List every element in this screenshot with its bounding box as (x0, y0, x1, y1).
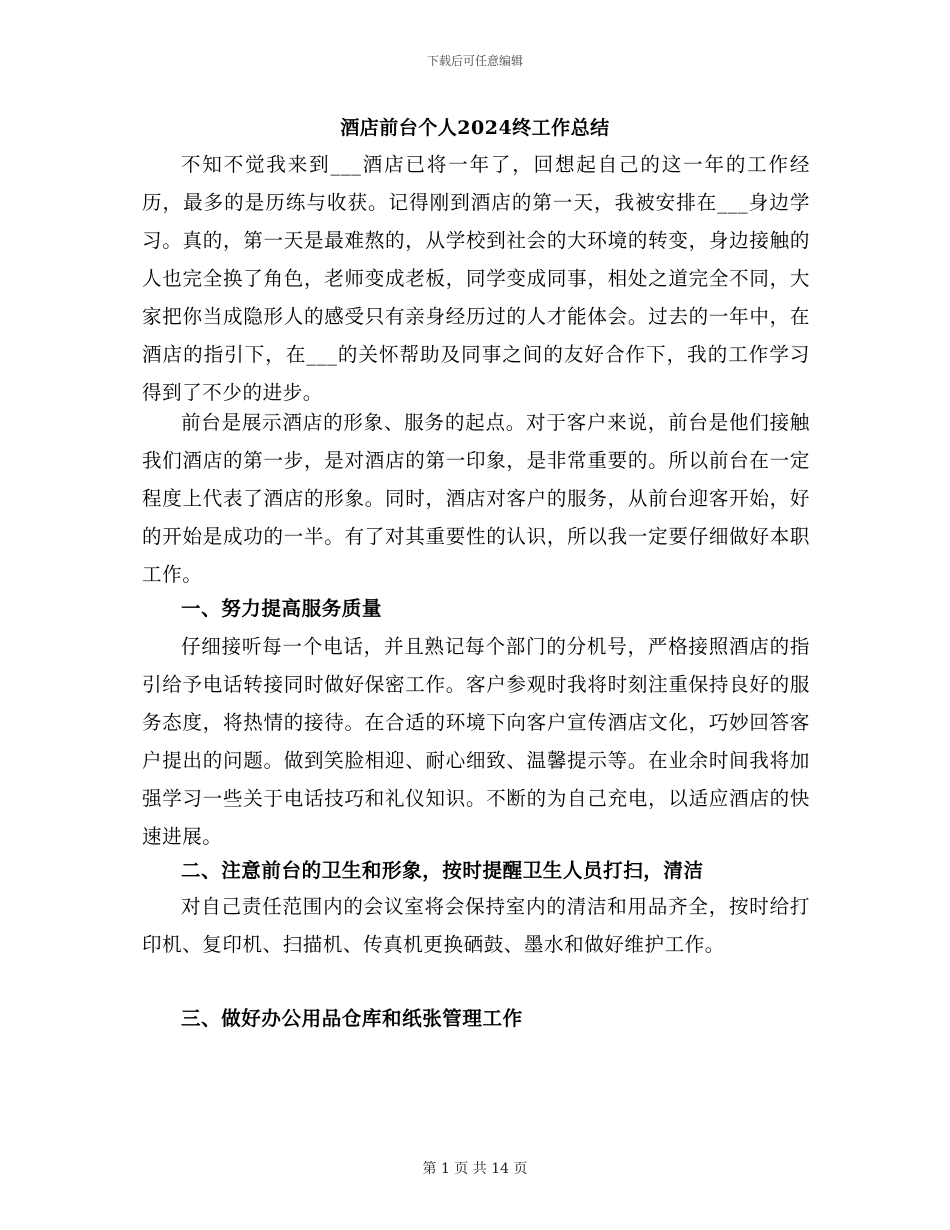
page-number-footer: 第 1 页 共 14 页 (422, 1161, 528, 1177)
paragraph-section-2: 对自己责任范围内的会议室将会保持室内的清洁和用品齐全，按时给打印机、复印机、扫描机、传真机更换硒鼓、墨水和做好维护工作。 (142, 895, 810, 956)
paragraph-intro: 不知不觉我来到___酒店已将一年了，回想起自己的这一年的工作经历，最多的是历练与收获。记得刚到酒店的第一天，我被安排在___身边学习。真的，第一天是最难熬的，从学校到社会的大环境的转变，身边接触的人也完全换了角色，老师变成老板，同学变成同事，相处之道完全不同，大家把你当成隐形人的感受只有亲身经历过的人才能体会。过去的一年中，在酒店的指引下，在___的关怀帮助及同事之间的友好合作下，我的工作学习得到了不少的进步。 (142, 153, 810, 404)
document-title: 酒店前台个人2024终工作总结 (340, 117, 610, 139)
heading-section-1: 一、努力提高服务质量 (181, 597, 383, 620)
page-header-note: 下载后可任意编辑 (426, 54, 523, 68)
heading-section-2: 二、注意前台的卫生和形象，按时提醒卫生人员打扫，清洁 (181, 859, 704, 882)
paragraph-section-1: 仔细接听每一个电话，并且熟记每个部门的分机号，严格接照酒店的指引给予电话转接同时做好保密工作。客户参观时我将时刻注重保持良好的服务态度，将热情的接待。在合适的环境下向客户宣传酒店文化，巧妙回答客户提出的问题。做到笑脸相迎、耐心细致、温馨提示等。在业余时间我将加强学习一些关于电话技巧和礼仪知识。不断的为自己充电，以适应酒店的快速进展。 (142, 635, 810, 848)
paragraph-front-desk: 前台是展示酒店的形象、服务的起点。对于客户来说，前台是他们接触我们酒店的第一步，是对酒店的第一印象，是非常重要的。所以前台在一定程度上代表了酒店的形象。同时，酒店对客户的服务，从前台迎客开始，好的开始是成功的一半。有了对其重要性的认识，所以我一定要仔细做好本职工作。 (142, 411, 810, 586)
heading-section-3: 三、做好办公用品仓库和纸张管理工作 (181, 1007, 523, 1030)
